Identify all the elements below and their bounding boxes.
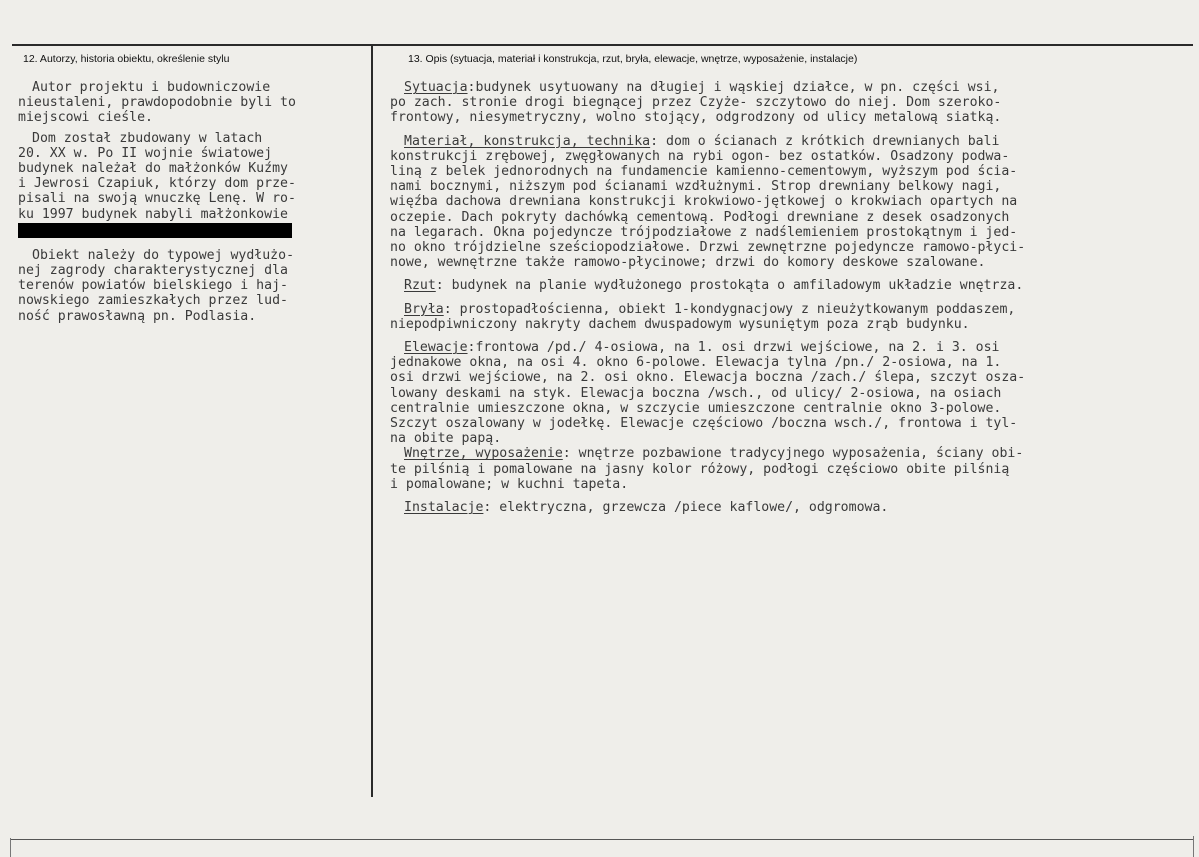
text-line: ność prawosławną pn. Podlasia. [18,308,257,324]
section-header-13: 13. Opis (sytuacja, materiał i konstrukcja, rzut, bryła, elewacje, wnętrze, wyposażenie, instalacje) [408,53,858,65]
text-line: nieustaleni, prawdopodobnie byli to [18,95,296,111]
text-line: no okno trójdzielne sześciopodziałowe. Drzwi zewnętrzne pojedyncze ramowo-płyci- [390,240,1026,256]
text-line: te pilśnią i pomalowane na jasny kolor różowy, podłogi częściowo obite pilśnią [390,461,1010,477]
elewacje-section [390,340,1180,446]
history-paragraph [18,131,368,222]
text-line: Wnętrze, wyposażenie: wnętrze pozbawione tradycyjnego wyposażenia, ściany obi- [404,446,1024,462]
rzut-section [390,278,1180,293]
section-label: Rzut [404,278,436,294]
text-line: centralnie umieszczone okna, w szczycie umieszczone centralnie okno 3-polowe. [390,400,1002,416]
section-label: Sytuacja [404,80,468,95]
section-label: Wnętrze, wyposażenie [404,446,563,462]
text-line: Materiał, konstrukcja, technika: dom o ścianach z krótkich drewnianych bali [404,133,1000,149]
text-line: Bryła: prostopadłościenna, obiekt 1-kondygnacjowy z nieużytkowanym poddaszem, [404,301,1016,317]
text-line: i Jewrosi Czapiuk, którzy dom prze- [18,176,296,192]
text-line: Sytuacja:budynek usytuowany na długiej i wąskiej działce, w pn. części wsi, [404,80,1000,95]
text-line: Obiekt należy do typowej wydłużo- [32,247,295,263]
text-line: ku 1997 budynek nabyli małżonkowie [18,206,288,222]
bryla-section [390,302,1180,332]
sytuacja-section [390,80,1180,126]
text-line: i pomalowane; w kuchni tapeta. [390,476,629,492]
text-line: frontowy, niesymetryczny, wolno stojący, odgrodzony od ulicy metalową siatką. [390,110,1002,126]
text-line: nowe, wewnętrzne także ramowo-płycinowe; drzwi do komory deskowe szalowane. [390,255,986,271]
text-line: miejscowi cieśle. [18,110,153,126]
history-column [18,80,368,324]
wnetrze-section [390,446,1180,492]
text-line: 20. XX w. Po II wojnie światowej [18,145,273,161]
text-line: na legarach. Okna pojedyncze trójpodziałowe z nadślemieniem prostokątnym i jed- [390,224,1018,240]
section-header-12: 12. Autorzy, historia obiektu, określenie stylu [23,53,230,65]
text-line: Instalacje: elektryczna, grzewcza /piece kaflowe/, odgromowa. [404,500,889,516]
text-line: na obite papą. [390,431,502,447]
text-line: więźba dachowa drewniana konstrukcji krokwiowo-jętkowej o krokwiach opartych na [390,194,1018,210]
section-label: Materiał, konstrukcja, technika [404,133,651,149]
text-line: konstrukcji zrębowej, zwęgłowanych na rybi ogon- bez ostatków. Osadzony podwa- [390,148,1010,164]
column-divider [371,45,373,797]
authors-paragraph [18,80,368,126]
text-line: pisali na swoją wnuczkę Lenę. W ro- [18,191,296,207]
text-line: Szczyt oszalowany w jodełkę. Elewacje częściowo /boczna wsch./, frontowa i tyl- [390,416,1018,432]
text-line: niepodpiwniczony nakryty dachem dwuspadowym wysuniętym poza zrąb budynku. [390,316,970,332]
section-label: Instalacje [404,500,484,516]
text-line: liną z belek jednorodnych na fundamencie kamienno-cementowym, wyższym pod ścia- [390,164,1018,180]
text-line: oczepie. Dach pokryty dachówką cementową. Podłogi drewniane z desek osadzonych [390,209,1010,225]
text-line: Rzut: budynek na planie wydłużonego prostokąta o amfiladowym układzie wnętrza. [404,278,1024,294]
redaction-bar [18,223,292,238]
corner-mark-left [10,838,11,857]
top-rule [12,44,1193,46]
corner-mark-right [1193,836,1194,857]
text-line: nej zagrody charakterystycznej dla [18,263,288,279]
bottom-rule [10,839,1193,840]
section-label: Elewacje [404,340,468,356]
text-line: Dom został zbudowany w latach [32,130,263,146]
text-line: osi drzwi wejściowe, na 2. osi okno. Elewacja boczna /zach./ ślepa, szczyt osza- [390,370,1026,386]
text-line: Autor projektu i budowniczowie [32,80,271,95]
text-line: terenów powiatów bielskiego i haj- [18,278,288,294]
text-line: jednakowe okna, na osi 4. okno 6-polowe. Elewacja tylna /pn./ 2-osiowa, na 1. [390,355,1002,371]
section-label: Bryła [404,301,444,317]
text-line: lowany deskami na styk. Elewacja boczna /wsch., od ulicy/ 2-osiowa, na osiach [390,385,1002,401]
text-line: nami bocznymi, niższym pod ścianami wzdłużnymi. Strop drewniany belkowy nagi, [390,179,1002,195]
style-paragraph [18,248,368,324]
text-line: Elewacje:frontowa /pd./ 4-osiowa, na 1. osi drzwi wejściowe, na 2. i 3. osi [404,340,1000,356]
material-section [390,134,1180,271]
text-line: budynek należał do małżonków Kuźmy [18,161,288,177]
description-column [390,80,1180,515]
text-line: nowskiego zamieszkałych przez lud- [18,293,288,309]
instalacje-section [390,500,1180,515]
text-line: po zach. stronie drogi biegnącej przez Czyże- szczytowo do niej. Dom szeroko- [390,95,1002,111]
